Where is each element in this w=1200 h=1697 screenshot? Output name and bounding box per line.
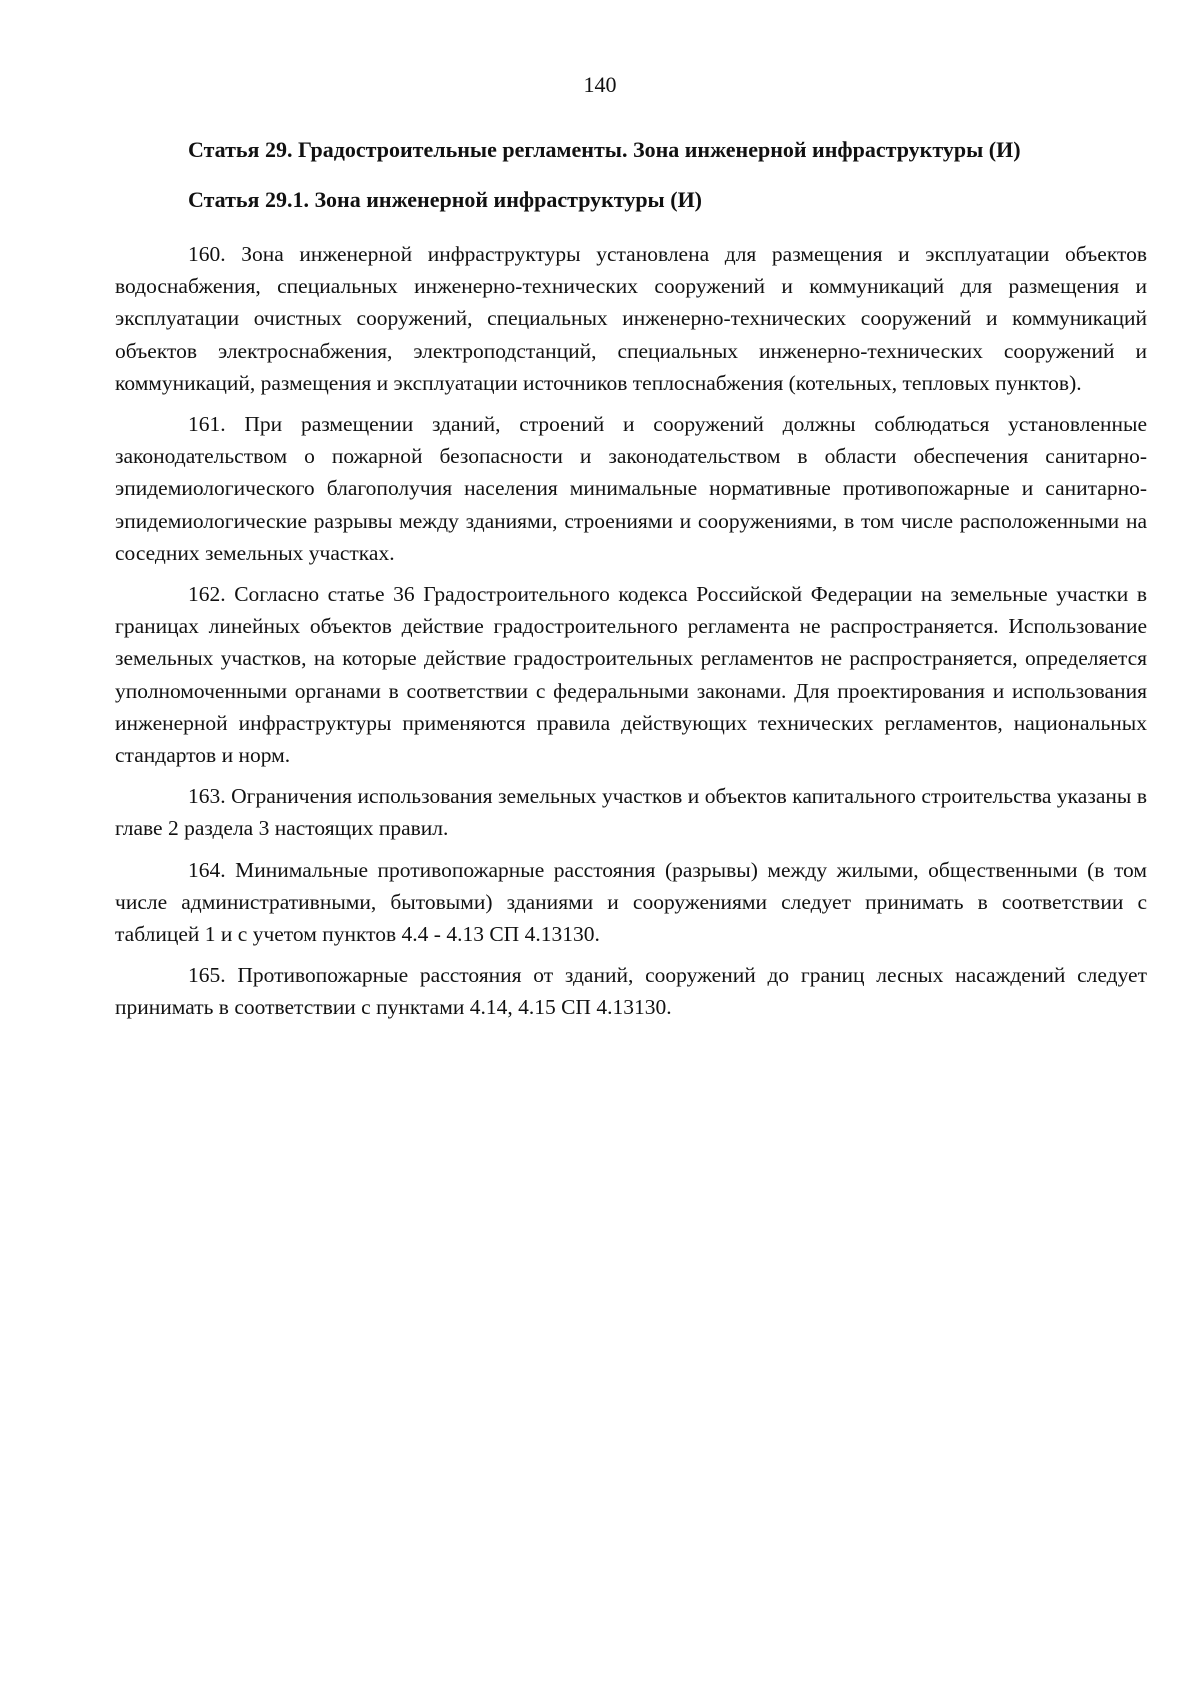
paragraph-164: 164. Минимальные противопожарные расстояния (разрывы) между жилыми, общественными (в том числе административными, бытовыми) зданиями и сооружениями следует принимать в соответствии с таблицей 1 и с учетом пунктов 4.4 - 4.13 СП 4.13130. — [115, 857, 1147, 947]
paragraph-165: 165. Противопожарные расстояния от зданий, сооружений до границ лесных насаждений следует принимать в соответствии с пунктами 4.14, 4.15 СП 4.13130. — [115, 963, 1147, 1020]
page-number: 140 — [583, 72, 617, 97]
article-heading: Статья 29. Градостроительные регламенты. Зона инженерной инфраструктуры (И) — [188, 137, 1021, 162]
paragraph-160: 160. Зона инженерной инфраструктуры установлена для размещения и эксплуатации объектов водоснабжения, специальных инженерно-технических сооружений и коммуникаций для размещения и эксплуатации очистных сооружений, специальных инженерно-технических сооружений и коммуникаций объектов электроснабжения, электроподстанций, специальных инженерно-технических сооружений и коммуникаций, размещения и эксплуатации источников теплоснабжения (котельных, тепловых пунктов). — [115, 242, 1147, 395]
paragraph-163: 163. Ограничения использования земельных участков и объектов капитального строительства указаны в главе 2 раздела 3 настоящих правил. — [115, 784, 1147, 841]
paragraph-162: 162. Согласно статье 36 Градостроительного кодекса Российской Федерации на земельные участки в границах линейных объектов действие градостроительного регламента не распространяется. Использование земельных участков, на которые действие градостроительных регламентов не распространяется, определяется уполномоченными органами в соответствии с федеральными законами. Для проектирования и использования инженерной инфраструктуры применяются правила действующих технических регламентов, национальных стандартов и норм. — [115, 582, 1147, 768]
page-content — [115, 136, 1147, 1033]
paragraph-161: 161. При размещении зданий, строений и сооружений должны соблюдаться установленные законодательством о пожарной безопасности и законодательством в области обеспечения санитарно-эпидемиологического благополучия населения минимальные нормативные противопожарные и санитарно-эпидемиологические разрывы между зданиями, строениями и сооружениями, в том числе расположенными на соседних земельных участках. — [115, 412, 1147, 565]
subarticle-heading: Статья 29.1. Зона инженерной инфраструктуры (И) — [188, 187, 703, 212]
